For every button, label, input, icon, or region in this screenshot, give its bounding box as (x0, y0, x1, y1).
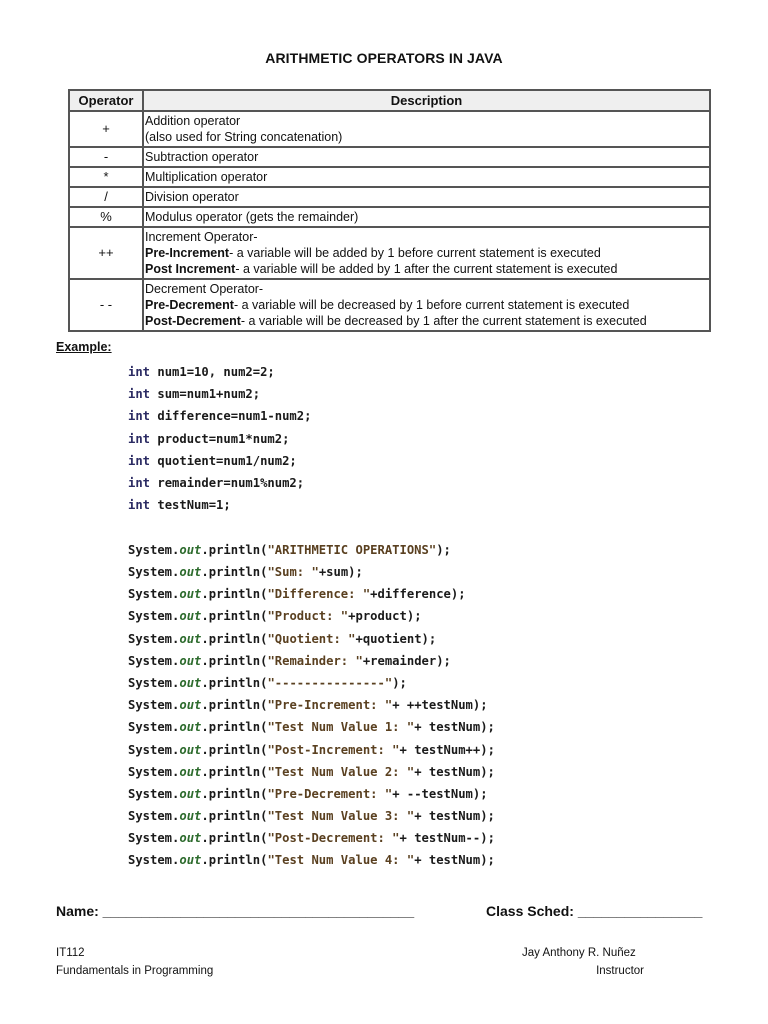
code-text: System. (128, 542, 180, 557)
code-string: "Test Num Value 2: " (267, 764, 415, 779)
operator-description (143, 147, 710, 167)
table-row (69, 111, 710, 147)
code-text: sum=num1+num2; (150, 387, 261, 402)
code-text: System. (128, 853, 180, 868)
operator-description (143, 111, 710, 147)
code-text: System. (128, 675, 180, 690)
code-text: +quotient); (355, 631, 437, 646)
code-text: testNum=1; (150, 498, 231, 513)
description-text: Subtraction operator (145, 150, 259, 164)
code-text: + testNum++); (399, 742, 495, 757)
code-string: "Difference: " (267, 587, 371, 602)
code-keyword: int (128, 475, 151, 490)
description-text: Multiplication operator (145, 170, 268, 184)
code-keyword: int (128, 431, 151, 446)
description-term: Pre-Increment (145, 246, 230, 260)
description-line (145, 149, 708, 165)
class-sched-field: Class Sched: ________________ (486, 903, 703, 919)
code-line (128, 583, 495, 605)
code-string: "Product: " (267, 609, 349, 624)
code-line (128, 628, 495, 650)
operator-description (143, 279, 710, 331)
operator-description (143, 167, 710, 187)
code-line (128, 361, 495, 383)
code-text: product=num1*num2; (150, 431, 290, 446)
description-term: Post Increment (145, 262, 236, 276)
description-text: Modulus operator (gets the remainder) (145, 210, 359, 224)
code-line (128, 739, 495, 761)
code-string: "Test Num Value 3: " (267, 809, 415, 824)
code-string: "Sum: " (267, 565, 319, 579)
operator-symbol: * (69, 167, 143, 187)
code-line (128, 494, 495, 516)
operators-table-body (69, 111, 710, 331)
operator-description (143, 207, 710, 227)
code-line (128, 405, 495, 427)
description-term: Post-Decrement (145, 314, 241, 328)
table-row (69, 207, 710, 227)
code-text: .println( (201, 675, 268, 690)
code-line (128, 672, 495, 694)
code-text: .println( (201, 653, 268, 668)
code-text: .println( (201, 720, 268, 735)
description-line (145, 129, 708, 145)
table-header-row (69, 90, 710, 111)
code-line (128, 383, 495, 405)
code-line (128, 827, 495, 849)
code-keyword: int (128, 387, 151, 402)
table-row (69, 167, 710, 187)
table-row (69, 279, 710, 331)
code-text: .println( (201, 831, 268, 846)
code-field: out (179, 565, 202, 579)
code-text: .println( (201, 742, 268, 757)
description-line (145, 313, 708, 329)
operator-symbol: + (69, 111, 143, 147)
code-field: out (179, 809, 202, 824)
description-line (145, 189, 708, 205)
description-text: (also used for String concatenation) (145, 130, 343, 144)
code-field: out (179, 698, 202, 713)
code-text: + testNum); (414, 764, 495, 779)
code-line (128, 783, 495, 805)
description-text: Division operator (145, 190, 239, 204)
table-row (69, 227, 710, 279)
code-text: + testNum--); (399, 831, 495, 846)
code-text: + testNum); (414, 853, 495, 868)
code-text: System. (128, 809, 180, 824)
code-line (128, 539, 495, 561)
code-text: System. (128, 609, 180, 624)
code-string: "Post-Increment: " (267, 742, 400, 757)
code-field: out (179, 764, 202, 779)
code-text: System. (128, 742, 180, 757)
code-string: "Remainder: " (267, 653, 363, 668)
code-line (128, 450, 495, 472)
code-text: System. (128, 698, 180, 713)
code-string: "Test Num Value 4: " (267, 853, 415, 868)
description-line (145, 297, 708, 313)
code-text: .println( (201, 853, 268, 868)
code-string: "Quotient: " (267, 631, 356, 646)
instructor-title: Instructor (596, 965, 644, 977)
operator-symbol: - - (69, 279, 143, 331)
code-text: remainder=num1%num2; (150, 475, 305, 490)
code-text: System. (128, 587, 180, 602)
code-keyword: int (128, 409, 151, 424)
description-text: - a variable will be added by 1 after the current statement is executed (235, 262, 618, 276)
operator-symbol: / (69, 187, 143, 207)
code-line (128, 761, 495, 783)
code-line (128, 716, 495, 738)
course-footer (56, 944, 213, 980)
code-line (128, 605, 495, 627)
code-text: System. (128, 631, 180, 646)
example-label: Example: (56, 340, 112, 354)
code-field: out (179, 742, 202, 757)
table-row (69, 187, 710, 207)
code-blank-line (128, 516, 495, 539)
code-text: ); (392, 675, 407, 690)
code-text: quotient=num1/num2; (150, 453, 297, 468)
code-keyword: int (128, 498, 151, 513)
operator-column-header: Operator (69, 90, 143, 111)
description-line (145, 245, 708, 261)
instructor-footer (522, 944, 644, 980)
code-text: System. (128, 565, 180, 579)
code-string: "ARITHMETIC OPERATIONS" (267, 542, 437, 557)
code-text: .println( (201, 698, 268, 713)
code-field: out (179, 720, 202, 735)
code-text: .println( (201, 587, 268, 602)
code-keyword: int (128, 365, 151, 379)
description-text: - a variable will be decreased by 1 after the current statement is executed (240, 314, 647, 328)
operator-symbol: - (69, 147, 143, 167)
operator-description (143, 227, 710, 279)
code-field: out (179, 653, 202, 668)
description-text: - a variable will be added by 1 before current statement is executed (229, 246, 601, 260)
code-text: +difference); (370, 587, 466, 602)
code-text: .println( (201, 609, 268, 624)
code-text: +sum); (318, 565, 363, 579)
code-string: "Test Num Value 1: " (267, 720, 415, 735)
operator-description (143, 187, 710, 207)
code-field: out (179, 609, 202, 624)
code-string: "Post-Decrement: " (267, 831, 400, 846)
operators-table (68, 89, 711, 332)
code-text: .println( (201, 542, 268, 557)
course-code: IT112 (56, 947, 85, 959)
code-text: System. (128, 720, 180, 735)
code-text: ); (436, 542, 451, 557)
code-example (128, 361, 495, 872)
description-text: Decrement Operator- (145, 282, 264, 296)
code-keyword: int (128, 453, 151, 468)
code-text: .println( (201, 565, 268, 579)
code-field: out (179, 587, 202, 602)
code-text: .println( (201, 786, 268, 801)
description-line (145, 209, 708, 225)
code-text: + ++testNum); (392, 698, 488, 713)
code-text: difference=num1-num2; (150, 409, 312, 424)
code-line (128, 428, 495, 450)
code-text: System. (128, 786, 180, 801)
code-field: out (179, 853, 202, 868)
code-field: out (179, 631, 202, 646)
description-line (145, 261, 708, 277)
code-text: + --testNum); (392, 786, 488, 801)
description-column-header: Description (143, 90, 710, 111)
code-field: out (179, 675, 202, 690)
name-field: Name: ________________________________________ (56, 903, 415, 919)
code-line (128, 805, 495, 827)
code-text: System. (128, 831, 180, 846)
code-string: "Pre-Decrement: " (267, 786, 393, 801)
code-line (128, 650, 495, 672)
operator-symbol: ++ (69, 227, 143, 279)
code-text: .println( (201, 764, 268, 779)
code-text: System. (128, 764, 180, 779)
code-string: "---------------" (267, 675, 393, 690)
code-line (128, 694, 495, 716)
code-line (128, 849, 495, 871)
instructor-name: Jay Anthony R. Nuñez (522, 947, 636, 959)
description-text: Increment Operator- (145, 230, 258, 244)
course-name: Fundamentals in Programming (56, 965, 214, 977)
code-field: out (179, 786, 202, 801)
code-text: .println( (201, 809, 268, 824)
description-line (145, 169, 708, 185)
code-text: .println( (201, 631, 268, 646)
code-string: "Pre-Increment: " (267, 698, 393, 713)
description-line (145, 229, 708, 245)
code-field: out (179, 542, 202, 557)
description-line (145, 281, 708, 297)
description-text: Addition operator (145, 114, 241, 128)
description-term: Pre-Decrement (145, 298, 234, 312)
description-text: - a variable will be decreased by 1 before current statement is executed (233, 298, 630, 312)
page-title: ARITHMETIC OPERATORS IN JAVA (265, 50, 503, 66)
code-text: + testNum); (414, 809, 495, 824)
code-text: + testNum); (414, 720, 495, 735)
code-field: out (179, 831, 202, 846)
code-text: +remainder); (362, 653, 451, 668)
code-text: +product); (348, 609, 422, 624)
code-text: num1=10, num2=2; (150, 365, 275, 379)
description-line (145, 113, 708, 129)
code-line (128, 472, 495, 494)
operator-symbol: % (69, 207, 143, 227)
code-line (128, 561, 495, 583)
code-text: System. (128, 653, 180, 668)
table-row (69, 147, 710, 167)
